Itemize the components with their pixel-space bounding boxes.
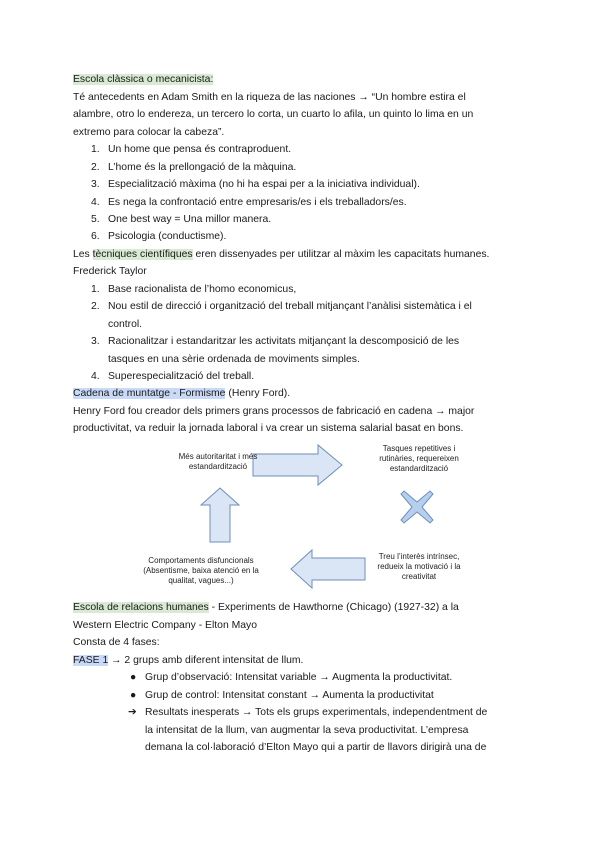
- label-bottom-right: [356, 552, 482, 582]
- heading-highlight: Escola de relacions humanes: [73, 602, 209, 613]
- cross-shape: [400, 490, 434, 524]
- cross-mark: [401, 491, 433, 523]
- list-number: 2.: [91, 301, 100, 312]
- phase-1-line: [73, 652, 303, 669]
- list-item: Nou estil de direcció i organització del treball mitjançant l’anàlisi sistemàtica i el: [108, 301, 472, 312]
- list-number: 6.: [91, 231, 100, 242]
- label-line: Més autoritaritat i més: [178, 452, 258, 461]
- label-line: estandardització: [389, 464, 449, 473]
- section-heading-classical: [73, 71, 213, 88]
- list-item: Base racionalista de l’homo economicus,: [108, 284, 297, 295]
- result-line: demana la col·laboració d’Elton Mayo qui a partir de llavors dirigirà una de: [145, 742, 487, 753]
- section-heading-assembly-line: [73, 385, 290, 402]
- result-line: Resultats inesperats → Tots els grups experimentals, independentment de: [145, 707, 488, 718]
- list-item-continuation: control.: [108, 319, 143, 330]
- list-number: 4.: [91, 371, 100, 382]
- intro-line: alambre, otro lo endereza, un tercero lo corta, un cuarto lo afila, un quinto lo lima en un: [73, 109, 474, 120]
- list-item: Superespecialització del treball.: [108, 371, 255, 382]
- list-item: Especialització màxima (no hi ha espai per a la iniciativa individual).: [108, 179, 420, 190]
- result-line: la intensitat de la llum, van augmentar la seva productivitat. L’empresa: [145, 725, 469, 736]
- heading-highlight: Cadena de muntatge - Formisme: [73, 388, 226, 399]
- list-item: Psicologia (conductisme).: [108, 231, 227, 242]
- list-item: One best way = Una millor manera.: [108, 214, 272, 225]
- arrow-left-shape: [290, 549, 366, 589]
- list-number: 5.: [91, 214, 100, 225]
- list-number: 3.: [91, 179, 100, 190]
- heading-highlight: Escola clàssica o mecanicista:: [73, 74, 214, 85]
- body-line: Henry Ford fou creador dels primers grans processos de fabricació en cadena → major: [73, 406, 475, 417]
- arrow-bullet-icon: ➔: [128, 707, 137, 718]
- body-line: productivitat, va reduir la jornada laboral i va crear un sistema salarial basat en bons.: [73, 423, 464, 434]
- intro-line: extremo para colocar la cabeza”.: [73, 127, 225, 138]
- arrow-up: [201, 488, 239, 542]
- label-line: creativitat: [401, 572, 437, 581]
- bullet-dot-icon: ●: [130, 672, 137, 683]
- list-number: 3.: [91, 336, 100, 347]
- heading-line-2: Western Electric Company - Elton Mayo: [73, 620, 258, 631]
- label-line: estandardització: [188, 462, 248, 471]
- author-name: Frederick Taylor: [73, 266, 147, 277]
- label-top-right: [358, 444, 480, 474]
- scientific-techniques-line: [73, 246, 489, 263]
- bullet-item: Grup de control: Intensitat constant → Aumenta la productivitat: [145, 690, 434, 701]
- label-line: Tasques repetitives i: [382, 444, 456, 453]
- text-suffix: eren dissenyades per utilitzar al màxim les capacitats humanes.: [192, 249, 490, 260]
- list-item: Es nega la confrontació entre empresaris/es i els treballadors/es.: [108, 197, 407, 208]
- label-line: rutinàries, requereixen: [379, 454, 459, 463]
- heading-suffix: - Experiments de Hawthorne (Chicago) (1927-32) a la: [208, 602, 459, 613]
- phase-suffix: → 2 grups amb diferent intensitat de llum.: [108, 655, 304, 666]
- label-top-left: [158, 452, 278, 472]
- arrow-left: [291, 550, 365, 588]
- label-line: (Absentisme, baixa atenció en la: [143, 566, 259, 575]
- label-line: Treu l’interès intrínsec,: [378, 552, 460, 561]
- list-item: Un home que pensa és contraproduent.: [108, 144, 292, 155]
- label-line: redueix la motivació i la: [377, 562, 461, 571]
- list-item-continuation: tasques en una sèrie ordenada de moviments simples.: [108, 354, 360, 365]
- list-number: 1.: [91, 144, 100, 155]
- list-number: 4.: [91, 197, 100, 208]
- text-highlight: tècniques científiques: [92, 249, 193, 260]
- list-item: Racionalitzar i estandaritzar les activitats mitjançant la descomposició de les: [108, 336, 460, 347]
- list-number: 2.: [91, 162, 100, 173]
- arrow-up-shape: [200, 487, 240, 543]
- label-line: Comportaments disfuncionals: [148, 556, 254, 565]
- bullet-item: Grup d’observació: Intensitat variable → Augmenta la productivitat.: [145, 672, 453, 683]
- phase-highlight: FASE 1: [73, 655, 109, 666]
- section-heading-human-relations: [73, 599, 459, 616]
- list-number: 1.: [91, 284, 100, 295]
- list-item: L’home és la prellongació de la màquina.: [108, 162, 297, 173]
- text-prefix: Les: [73, 249, 93, 260]
- intro-line: Té antecedents en Adam Smith en la riqueza de las naciones → “Un hombre estira el: [73, 92, 466, 103]
- heading-suffix: (Henry Ford).: [225, 388, 291, 399]
- label-bottom-left: [128, 556, 274, 586]
- phases-intro: Consta de 4 fases:: [73, 637, 160, 648]
- label-line: qualitat, vagues...): [168, 576, 234, 585]
- bullet-dot-icon: ●: [130, 690, 137, 701]
